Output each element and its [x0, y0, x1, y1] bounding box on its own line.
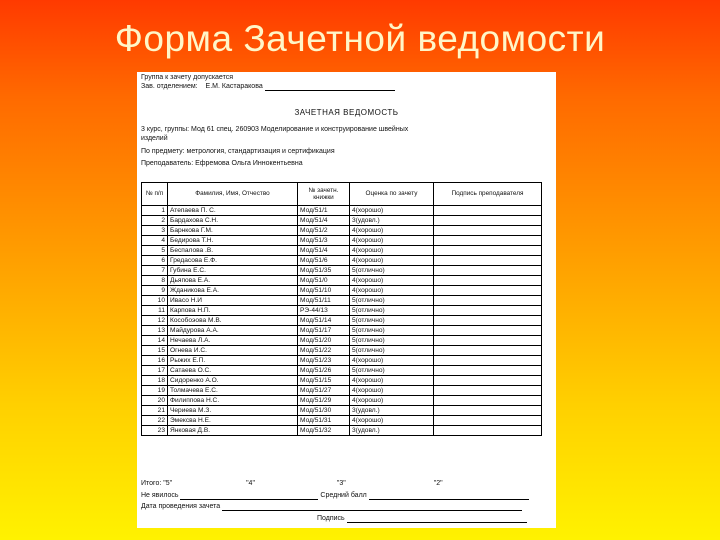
- grade: 4(хорошо): [350, 246, 434, 256]
- teacher-signature-cell: [434, 396, 542, 406]
- student-name: Беспалова .В.: [168, 246, 298, 256]
- table-row: [142, 356, 542, 366]
- student-name: Эмексва Н.Е.: [168, 416, 298, 426]
- teacher-signature-cell: [434, 276, 542, 286]
- teacher-signature-cell: [434, 416, 542, 426]
- record-book-number: Мод/51/14: [298, 316, 350, 326]
- grade: 5(отлично): [350, 266, 434, 276]
- record-book-number: Мод/51/30: [298, 406, 350, 416]
- head-of-department-line: [141, 83, 395, 91]
- col-header-number: № п/п: [142, 183, 168, 206]
- row-number: 20: [142, 396, 168, 406]
- date-row: [141, 503, 522, 511]
- grade: 3(удовл.): [350, 426, 434, 436]
- slide-title: Форма Зачетной ведомости: [114, 18, 606, 59]
- table-row: [142, 376, 542, 386]
- grade: 3(удовл.): [350, 406, 434, 416]
- table-row: [142, 296, 542, 306]
- record-book-number: Мод/51/15: [298, 376, 350, 386]
- student-name: Бедирова Т.Н.: [168, 236, 298, 246]
- student-name: Кособоэова М.В.: [168, 316, 298, 326]
- student-name: Бардахова С.Н.: [168, 216, 298, 226]
- absent-label: Не явилось: [141, 492, 179, 499]
- record-book-number: РЭ-44/13: [298, 306, 350, 316]
- student-name: Огнева И.С.: [168, 346, 298, 356]
- grade: 5(отлично): [350, 326, 434, 336]
- teacher-signature-cell: [434, 386, 542, 396]
- document-title: ЗАЧЕТНАЯ ВЕДОМОСТЬ: [294, 108, 399, 117]
- row-number: 21: [142, 406, 168, 416]
- row-number: 15: [142, 346, 168, 356]
- col-header-book: № зачетн. книжки: [298, 183, 350, 206]
- table-row: [142, 206, 542, 216]
- table-row: [142, 306, 542, 316]
- grade: 4(хорошо): [350, 396, 434, 406]
- table-row: [142, 336, 542, 346]
- table-row: [142, 226, 542, 236]
- table-row: [142, 406, 542, 416]
- student-name: Филиппова Н.С.: [168, 396, 298, 406]
- totals-label: Итого: "5": [141, 480, 173, 487]
- record-book-number: Мод/51/23: [298, 356, 350, 366]
- table-row: [142, 416, 542, 426]
- record-book-number: Мод/51/4: [298, 216, 350, 226]
- teacher-signature-cell: [434, 256, 542, 266]
- student-name: Ивасо Н.И: [168, 296, 298, 306]
- head-of-department-label: Зав. отделением:: [141, 83, 198, 90]
- average-line: [369, 492, 529, 500]
- row-number: 23: [142, 426, 168, 436]
- grade-sheet-document: [137, 72, 556, 528]
- grade: 4(хорошо): [350, 376, 434, 386]
- row-number: 5: [142, 246, 168, 256]
- record-book-number: Мод/51/35: [298, 266, 350, 276]
- student-name: Чериева М.З.: [168, 406, 298, 416]
- grade: 5(отлично): [350, 296, 434, 306]
- row-number: 12: [142, 316, 168, 326]
- row-number: 13: [142, 326, 168, 336]
- teacher-signature-cell: [434, 266, 542, 276]
- row-number: 10: [142, 296, 168, 306]
- record-book-number: Мод/51/0: [298, 276, 350, 286]
- teacher-signature-cell: [434, 206, 542, 216]
- sign-label: Подпись: [317, 515, 345, 522]
- record-book-number: Мод/51/20: [298, 336, 350, 346]
- average-label: Средний балл: [320, 492, 367, 499]
- grade: 5(отлично): [350, 316, 434, 326]
- table-row: [142, 346, 542, 356]
- record-book-number: Мод/51/27: [298, 386, 350, 396]
- teacher-signature-cell: [434, 406, 542, 416]
- absent-line: [180, 492, 318, 500]
- grade: 4(хорошо): [350, 386, 434, 396]
- teacher-signature-cell: [434, 286, 542, 296]
- student-name: Гредасова Е.Ф.: [168, 256, 298, 266]
- totals-4: "4": [246, 480, 255, 487]
- col-header-name: Фамилия, Имя, Отчество: [168, 183, 298, 206]
- record-book-number: Мод/51/2: [298, 226, 350, 236]
- record-book-number: Мод/51/26: [298, 366, 350, 376]
- teacher-signature-cell: [434, 376, 542, 386]
- row-number: 3: [142, 226, 168, 236]
- teacher-signature-cell: [434, 246, 542, 256]
- row-number: 14: [142, 336, 168, 346]
- student-name: Губина Е.С.: [168, 266, 298, 276]
- table-row: [142, 316, 542, 326]
- record-book-number: Мод/51/10: [298, 286, 350, 296]
- col-header-signature: Подпись преподавателя: [434, 183, 542, 206]
- signature-row: [317, 515, 527, 523]
- course-line: 3 курс, группы: Мод 61 спец. 260903 Моделирование и конструирование швейных: [141, 126, 409, 133]
- course-line-cont: изделий: [141, 135, 168, 142]
- student-name: Толмачева Е.С.: [168, 386, 298, 396]
- grade: 4(хорошо): [350, 416, 434, 426]
- col-header-grade: Оценка по зачету: [350, 183, 434, 206]
- student-name: Дьяпова Е.А.: [168, 276, 298, 286]
- grade: 5(отлично): [350, 366, 434, 376]
- grade: 4(хорошо): [350, 256, 434, 266]
- table-row: [142, 276, 542, 286]
- grade: 4(хорошо): [350, 206, 434, 216]
- record-book-number: Мод/51/4: [298, 246, 350, 256]
- table-header-row: [142, 183, 542, 206]
- student-name: Янковая Д.В.: [168, 426, 298, 436]
- teacher-signature-cell: [434, 346, 542, 356]
- teacher-signature-cell: [434, 226, 542, 236]
- row-number: 7: [142, 266, 168, 276]
- student-name: Майдурова А.А.: [168, 326, 298, 336]
- record-book-number: Мод/51/17: [298, 326, 350, 336]
- table-row: [142, 326, 542, 336]
- student-name: Жданикова Е.А.: [168, 286, 298, 296]
- grade: 4(хорошо): [350, 276, 434, 286]
- row-number: 9: [142, 286, 168, 296]
- grade: 4(хорошо): [350, 236, 434, 246]
- row-number: 16: [142, 356, 168, 366]
- row-number: 18: [142, 376, 168, 386]
- grade: 5(отлично): [350, 306, 434, 316]
- date-label: Дата проведения зачета: [141, 503, 221, 510]
- grades-table: [141, 182, 542, 436]
- student-name: Карпова Н.П.: [168, 306, 298, 316]
- student-name: Барнкова Г.М.: [168, 226, 298, 236]
- teacher-signature-cell: [434, 236, 542, 246]
- table-row: [142, 266, 542, 276]
- totals-3: "3": [336, 480, 346, 487]
- table-row: [142, 286, 542, 296]
- subject-line: По предмету: метрология, стандартизация и сертификация: [141, 148, 335, 155]
- student-name: Сатаева О.С.: [168, 366, 298, 376]
- teacher-signature-cell: [434, 316, 542, 326]
- teacher-signature-cell: [434, 356, 542, 366]
- record-book-number: Мод/51/31: [298, 416, 350, 426]
- student-name: Сидоренко А.О.: [168, 376, 298, 386]
- table-row: [142, 256, 542, 266]
- signature-line: [265, 83, 395, 91]
- row-number: 19: [142, 386, 168, 396]
- row-number: 17: [142, 366, 168, 376]
- student-name: Рыжих Е.П.: [168, 356, 298, 366]
- totals-2: "2": [433, 480, 443, 487]
- row-number: 22: [142, 416, 168, 426]
- student-name: Атепаева П. С.: [168, 206, 298, 216]
- row-number: 4: [142, 236, 168, 246]
- grade: 4(хорошо): [350, 226, 434, 236]
- absent-row: [141, 492, 529, 500]
- date-line: [222, 503, 522, 511]
- row-number: 6: [142, 256, 168, 266]
- grade: 5(отлично): [350, 336, 434, 346]
- record-book-number: Мод/51/6: [298, 256, 350, 266]
- table-row: [142, 366, 542, 376]
- record-book-number: Мод/51/32: [298, 426, 350, 436]
- table-row: [142, 386, 542, 396]
- teacher-signature-cell: [434, 296, 542, 306]
- row-number: 1: [142, 206, 168, 216]
- grade: 4(хорошо): [350, 356, 434, 366]
- admission-line: Группа к зачету допускается: [141, 74, 234, 81]
- sign-line: [347, 515, 527, 523]
- record-book-number: Мод/51/11: [298, 296, 350, 306]
- head-of-department-name: Е.М. Кастаракова: [205, 83, 263, 90]
- grade: 4(хорошо): [350, 286, 434, 296]
- teacher-line: Преподаватель: Ефремова Ольга Иннокентьевна: [141, 160, 303, 167]
- teacher-signature-cell: [434, 306, 542, 316]
- record-book-number: Мод/51/1: [298, 206, 350, 216]
- teacher-signature-cell: [434, 426, 542, 436]
- row-number: 2: [142, 216, 168, 226]
- record-book-number: Мод/51/29: [298, 396, 350, 406]
- row-number: 8: [142, 276, 168, 286]
- student-name: Нечаева Л.А.: [168, 336, 298, 346]
- table-row: [142, 236, 542, 246]
- teacher-signature-cell: [434, 366, 542, 376]
- record-book-number: Мод/51/22: [298, 346, 350, 356]
- grade: 3(удовл.): [350, 216, 434, 226]
- teacher-signature-cell: [434, 336, 542, 346]
- teacher-signature-cell: [434, 326, 542, 336]
- table-row: [142, 396, 542, 406]
- grade: 5(отлично): [350, 346, 434, 356]
- table-row: [142, 246, 542, 256]
- table-row: [142, 216, 542, 226]
- teacher-signature-cell: [434, 216, 542, 226]
- totals-row: [141, 480, 443, 488]
- row-number: 11: [142, 306, 168, 316]
- record-book-number: Мод/51/3: [298, 236, 350, 246]
- table-row: [142, 426, 542, 436]
